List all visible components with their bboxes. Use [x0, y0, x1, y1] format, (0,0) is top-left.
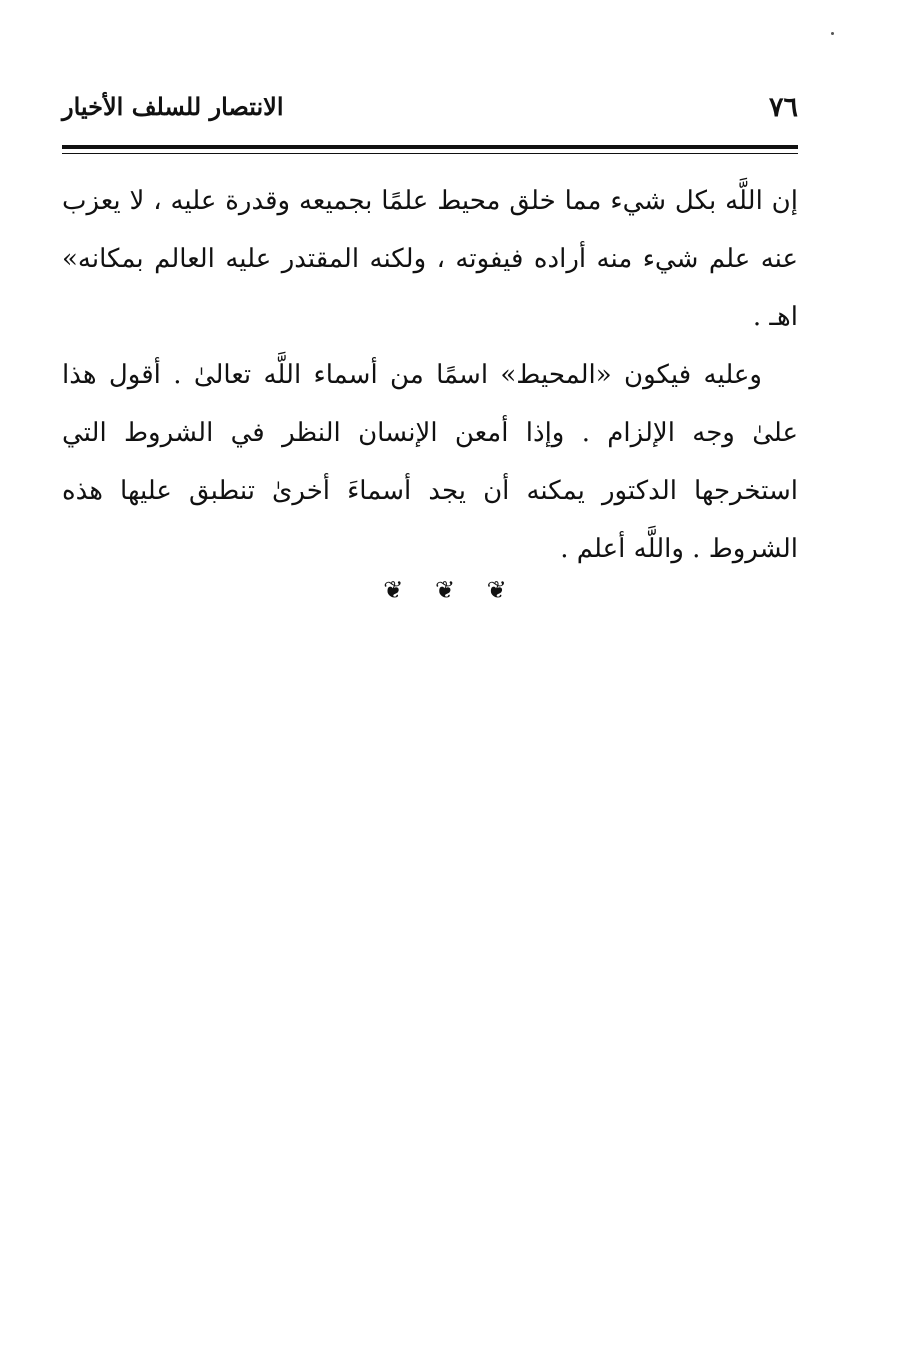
header-rule-thin — [62, 153, 798, 154]
page-number: ٧٦ — [768, 92, 798, 123]
header-rule-thick — [62, 145, 798, 149]
body-text — [62, 172, 798, 578]
running-title: الانتصار للسلف الأخيار — [62, 92, 284, 121]
section-end-ornament: ❦ ❦ ❦ — [383, 576, 519, 604]
page-header — [62, 92, 798, 132]
paragraph-quote-end: إن اللَّه بكل شيء مما خلق محيط علمًا بجميعه وقدرة عليه ، لا يعزب عنه علم شيء منه أراده فيفوته ، ولكنه المقتدر عليه العالم بمكانه» اهـ . — [62, 186, 798, 332]
paragraph-commentary: وعليه فيكون «المحيط» اسمًا من أسماء اللَّه تعالىٰ . أقول هذا علىٰ وجه الإلزام . وإذا أمعن الإنسان النظر في الشروط التي استخرجها الدكتور يمكنه أن يجد أسماءَ أخرىٰ تنطبق عليها هذه الشروط . واللَّه أعلم . — [62, 360, 798, 564]
scan-speck — [831, 32, 834, 35]
